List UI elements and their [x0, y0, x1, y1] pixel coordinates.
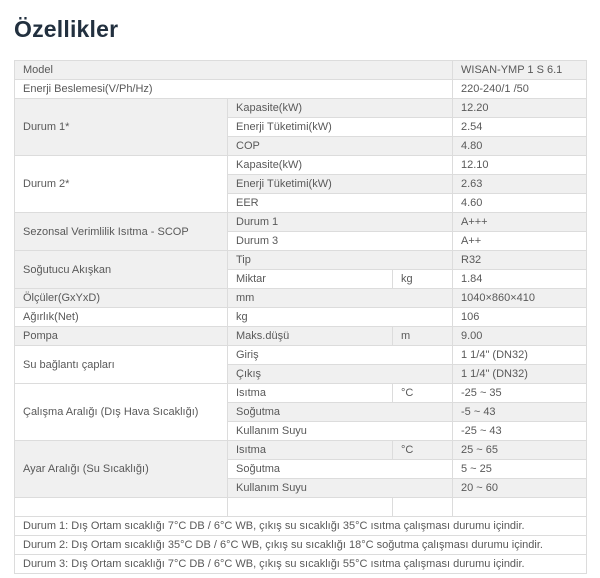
footnote-row: [15, 536, 587, 555]
spec-sublabel: Kapasite(kW): [228, 156, 453, 175]
table-row: [15, 99, 587, 118]
spec-label: Pompa: [15, 327, 228, 346]
spec-sublabel: Kullanım Suyu: [228, 479, 453, 498]
spec-value: -25 ~ 43: [453, 422, 587, 441]
spec-value: R32: [453, 251, 587, 270]
spec-value: 1040×860×410: [453, 289, 587, 308]
spec-table: [14, 60, 587, 574]
spec-value: 1 1/4" (DN32): [453, 346, 587, 365]
spacer-row: [15, 498, 587, 517]
spec-value: 1.84: [453, 270, 587, 289]
spec-unit: m: [393, 327, 453, 346]
spec-unit: °C: [393, 441, 453, 460]
table-row: [15, 327, 587, 346]
spec-label: Sezonsal Verimlilik Isıtma - SCOP: [15, 213, 228, 251]
spec-value: 4.60: [453, 194, 587, 213]
spec-sublabel: Maks.düşü: [228, 327, 393, 346]
spec-label: Durum 1*: [15, 99, 228, 156]
spec-label: Model: [15, 61, 453, 80]
spec-value: 4.80: [453, 137, 587, 156]
spec-sublabel: Miktar: [228, 270, 393, 289]
spacer-cell: [15, 498, 228, 517]
footnote: Durum 2: Dış Ortam sıcaklığı 35°C DB / 6°C WB, çıkış su sıcaklığı 18°C soğutma çalışması durumu içindir.: [15, 536, 587, 555]
spec-sublabel: Enerji Tüketimi(kW): [228, 175, 453, 194]
spec-value: 25 ~ 65: [453, 441, 587, 460]
spacer-cell: [453, 498, 587, 517]
spec-sublabel: Isıtma: [228, 441, 393, 460]
table-row: [15, 213, 587, 232]
table-row: [15, 384, 587, 403]
footnote-row: [15, 517, 587, 536]
spec-unit: mm: [228, 289, 453, 308]
spacer-cell: [228, 498, 393, 517]
table-row: [15, 156, 587, 175]
spec-value: 1 1/4" (DN32): [453, 365, 587, 384]
table-row: [15, 251, 587, 270]
spec-value: 2.63: [453, 175, 587, 194]
table-row: [15, 308, 587, 327]
footnote: Durum 1: Dış Ortam sıcaklığı 7°C DB / 6°C WB, çıkış su sıcaklığı 35°C ısıtma çalışması durumu içindir.: [15, 517, 587, 536]
spacer-cell: [393, 498, 453, 517]
spec-label: Su bağlantı çapları: [15, 346, 228, 384]
spec-value: 220-240/1 /50: [453, 80, 587, 99]
spec-value: -5 ~ 43: [453, 403, 587, 422]
spec-label: Çalışma Aralığı (Dış Hava Sıcaklığı): [15, 384, 228, 441]
footnote-row: [15, 555, 587, 574]
spec-label: Ağırlık(Net): [15, 308, 228, 327]
spec-label: Ölçüler(GxYxD): [15, 289, 228, 308]
spec-sublabel: Enerji Tüketimi(kW): [228, 118, 453, 137]
spec-sublabel: EER: [228, 194, 453, 213]
spec-value: 12.10: [453, 156, 587, 175]
spec-sublabel: Soğutma: [228, 403, 453, 422]
table-row: [15, 441, 587, 460]
spec-label: Soğutucu Akışkan: [15, 251, 228, 289]
spec-unit: kg: [393, 270, 453, 289]
spec-sublabel: Kapasite(kW): [228, 99, 453, 118]
table-row: [15, 289, 587, 308]
spec-value: -25 ~ 35: [453, 384, 587, 403]
table-row: [15, 61, 587, 80]
spec-value: A+++: [453, 213, 587, 232]
table-row: [15, 80, 587, 99]
footnote: Durum 3: Dış Ortam sıcaklığı 7°C DB / 6°C WB, çıkış su sıcaklığı 55°C ısıtma çalışması durumu içindir.: [15, 555, 587, 574]
spec-label: Enerji Beslemesi(V/Ph/Hz): [15, 80, 453, 99]
spec-unit: kg: [228, 308, 453, 327]
spec-unit: °C: [393, 384, 453, 403]
table-row: [15, 346, 587, 365]
spec-value: 2.54: [453, 118, 587, 137]
spec-value: A++: [453, 232, 587, 251]
page-title: Özellikler: [14, 16, 119, 42]
spec-sublabel: Tip: [228, 251, 453, 270]
spec-sublabel: Soğutma: [228, 460, 453, 479]
spec-sublabel: Isıtma: [228, 384, 393, 403]
spec-value: 20 ~ 60: [453, 479, 587, 498]
spec-value: 9.00: [453, 327, 587, 346]
spec-label: Ayar Aralığı (Su Sıcaklığı): [15, 441, 228, 498]
spec-sublabel: Çıkış: [228, 365, 453, 384]
spec-value: WISAN-YMP 1 S 6.1: [453, 61, 587, 80]
spec-sublabel: Durum 3: [228, 232, 453, 251]
spec-value: 106: [453, 308, 587, 327]
spec-sublabel: Durum 1: [228, 213, 453, 232]
spec-sublabel: Giriş: [228, 346, 453, 365]
spec-sublabel: COP: [228, 137, 453, 156]
spec-value: 5 ~ 25: [453, 460, 587, 479]
spec-label: Durum 2*: [15, 156, 228, 213]
spec-value: 12.20: [453, 99, 587, 118]
spec-sublabel: Kullanım Suyu: [228, 422, 453, 441]
